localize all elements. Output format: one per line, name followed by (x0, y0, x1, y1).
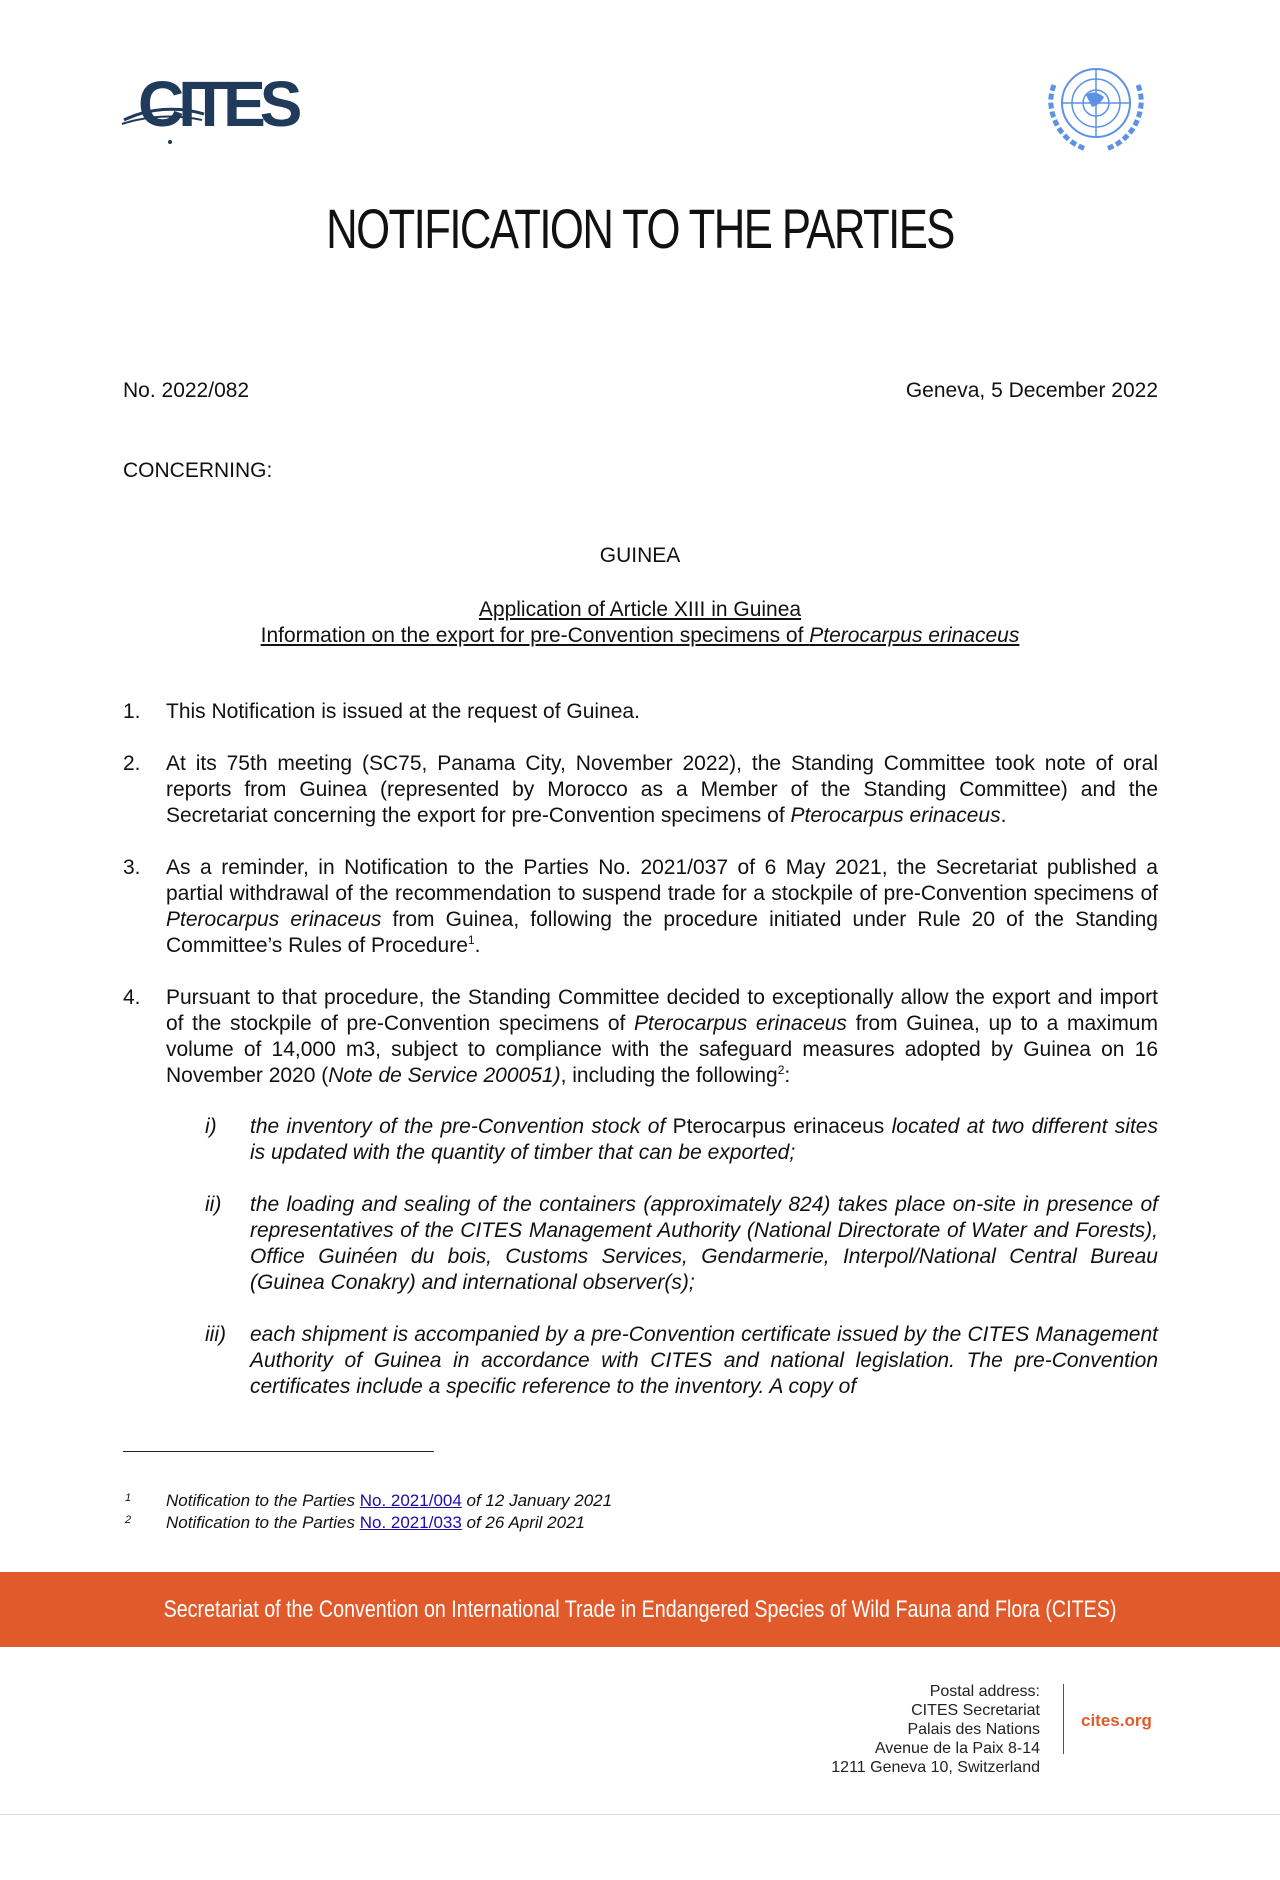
subitem-text: the loading and sealing of the containers (approximately 824) takes place on-site in presence of representatives of the CITES Management Authority (National Directorate of Water and Forests), Office Guinéen du bois, Customs Services, Gendarmerie, Interpol/National Central Bureau (Guinea Conakry) and international observer(s); (250, 1193, 1158, 1294)
species-name: Pterocarpus erinaceus (166, 908, 382, 931)
footnote-ref: 2 (777, 1063, 785, 1077)
address-line: CITES Secretariat (911, 1702, 1040, 1719)
subitem-text: each shipment is accompanied by a pre-Convention certificate issued by the CITES Management Authority of Guinea in accordance with CITES and national legislation. The pre-Convention certificates include a specific reference to the inventory. A copy of (250, 1323, 1158, 1398)
cites-logo (118, 62, 297, 150)
subitem-i (205, 1114, 1158, 1166)
subject-heading (0, 597, 1280, 649)
subitem-text-part: the inventory of the pre-Convention stock of (250, 1115, 673, 1138)
footnote-number: 1 (125, 1492, 132, 1504)
subject-line-1: Application of Article XIII in Guinea (478, 598, 802, 621)
subject-line-2-species: Pterocarpus erinaceus (809, 624, 1020, 647)
paragraph-number: 4. (123, 986, 141, 1009)
paragraph-text-part: , including the following (560, 1064, 778, 1087)
paragraph-4 (123, 985, 1158, 1089)
website-link[interactable]: cites.org (1081, 1711, 1152, 1730)
footnote-divider (123, 1451, 434, 1452)
footer-banner-text: Secretariat of the Convention on International Trade in Endangered Species of Wild Fauna and Flora (CITES) (163, 1595, 1117, 1623)
paragraph-text-part: : (784, 1064, 791, 1087)
footnote-1 (123, 1490, 612, 1512)
subitem-number: ii) (205, 1193, 222, 1216)
un-emblem-icon (1040, 55, 1152, 155)
paragraph-2 (123, 751, 1158, 829)
paragraph-number: 3. (123, 856, 141, 879)
subitem-number: iii) (205, 1323, 226, 1346)
address-line: Avenue de la Paix 8-14 (874, 1740, 1040, 1757)
paragraph-text (166, 855, 1158, 959)
footer-banner (0, 1572, 1280, 1647)
paragraph-text (166, 751, 1158, 829)
notification-meta (123, 379, 1158, 403)
subject-line-2-prefix: Information on the export for pre-Convention specimens of (260, 624, 810, 647)
page-title: NOTIFICATION TO THE PARTIES (326, 197, 954, 260)
paragraph-text: This Notification is issued at the request of Guinea. (166, 700, 640, 723)
notification-date: Geneva, 5 December 2022 (905, 379, 1158, 402)
note-reference: Note de Service 200051) (328, 1064, 561, 1087)
subitem-ii (205, 1192, 1158, 1296)
species-name: Pterocarpus erinaceus (634, 1012, 847, 1035)
paragraph-text (166, 985, 1158, 1089)
paragraph-3 (123, 855, 1158, 959)
address-line: 1211 Geneva 10, Switzerland (831, 1759, 1040, 1776)
address-divider (1063, 1684, 1064, 1754)
species-name: Pterocarpus erinaceus (672, 1115, 885, 1138)
footnote-text: Notification to the Parties (166, 1491, 360, 1510)
address-line: Palais des Nations (907, 1721, 1040, 1738)
footnote-text: Notification to the Parties (166, 1513, 360, 1532)
footnote-ref: 1 (467, 933, 475, 947)
paragraph-text-part: from Guinea, up to a maximum volume of 14,000 m3, subject to compliance with the safeguard measures adopted by Guinea on 16 November 2020 ( (166, 1012, 1158, 1087)
footnote-text: of 12 January 2021 (461, 1491, 613, 1510)
page-bottom-divider (0, 1814, 1280, 1815)
address-line: Postal address: (929, 1683, 1040, 1700)
paragraph-text-part: . (1000, 804, 1007, 827)
notification-number: No. 2022/082 (123, 379, 250, 402)
paragraph-1 (123, 699, 1158, 725)
paragraph-text-part: Pursuant to that procedure, the Standing Committee decided to exceptionally allow the export and import of the stockpile of pre-Convention specimens of (166, 986, 1158, 1035)
footnote-link[interactable]: No. 2021/033 (359, 1513, 462, 1532)
footnotes (123, 1490, 612, 1534)
subitem-text-part: located at two different sites is updated with the quantity of timber that can be exported; (250, 1115, 1158, 1164)
paragraph-text-part: At its 75th meeting (SC75, Panama City, November 2022), the Standing Committee took note of oral reports from Guinea (represented by Morocco as a Member of the Standing Committee) and the Secretariat concerning the export for pre-Convention specimens of (166, 752, 1158, 827)
subject-country: GUINEA (599, 544, 681, 567)
concerning-label: CONCERNING: (123, 459, 273, 482)
species-name: Pterocarpus erinaceus (790, 804, 1001, 827)
paragraph-text-part: from Guinea, following the procedure initiated under Rule 20 of the Standing Committee’s Rules of Procedure (166, 908, 1158, 957)
footnote-number: 2 (125, 1514, 132, 1526)
subitem-iii (205, 1322, 1158, 1400)
paragraph-number: 1. (123, 700, 141, 723)
footnote-link[interactable]: No. 2021/004 (359, 1491, 462, 1510)
postal-address (831, 1682, 1040, 1777)
subitem-text (250, 1114, 1158, 1166)
paragraph-text-part: As a reminder, in Notification to the Parties No. 2021/037 of 6 May 2021, the Secretariat published a partial withdrawal of the recommendation to suspend trade for a stockpile of pre-Convention specimens of (166, 856, 1158, 905)
svg-text:CITES: CITES (138, 68, 297, 140)
footnote-2 (123, 1512, 612, 1534)
paragraph-text-part: . (474, 934, 481, 957)
subitem-number: i) (205, 1115, 217, 1138)
paragraph-number: 2. (123, 752, 141, 775)
footnote-text: of 26 April 2021 (461, 1513, 585, 1532)
